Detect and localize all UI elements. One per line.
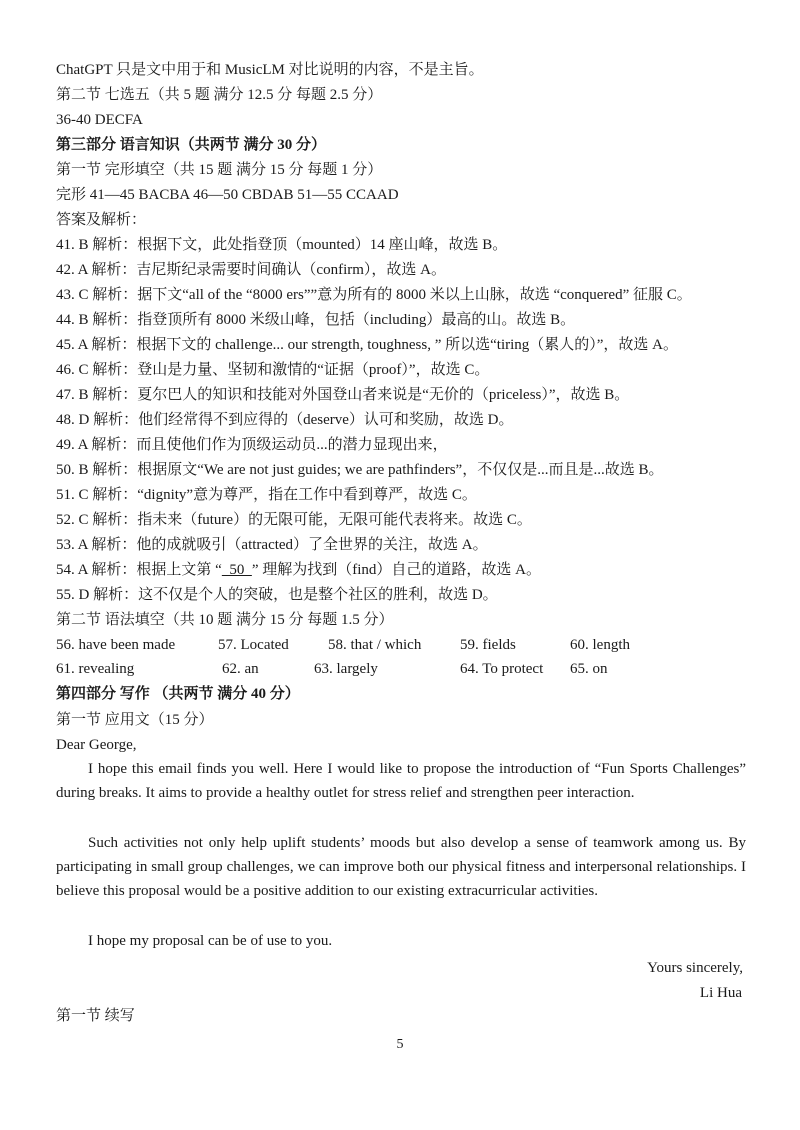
explanation-53: 53. A 解析：他的成就吸引（attracted）了全世界的关注，故选 A。 — [56, 537, 488, 553]
explanation-51: 51. C 解析：“dignity”意为尊严，指在工作中看到尊严，故选 C。 — [56, 487, 477, 503]
explanation-54-prefix: 54. A 解析：根据上文第 “ — [56, 562, 222, 578]
explanation-52: 52. C 解析：指未来（future）的无限可能，无限可能代表将来。故选 C。 — [56, 512, 532, 528]
explanation-54-suffix: ” 理解为找到（find）自己的道路，故选 A。 — [251, 562, 541, 578]
explanation-43: 43. C 解析：据下文“all of the “8000 ers””意为所有的 8000 米以上山脉，故选 “conquered” 征服 C。 — [56, 287, 692, 303]
part-three-heading: 第三部分 语言知识（共两节 满分 30 分） — [56, 137, 327, 153]
section-heading-grammar: 第二节 语法填空（共 10 题 满分 15 分 每题 1.5 分） — [56, 612, 394, 628]
explanation-47: 47. B 解析：夏尔巴人的知识和技能对外国登山者来说是“无价的（priceless）”，故选 B。 — [56, 387, 630, 403]
grammar-answer: 60. length — [570, 637, 630, 653]
letter-signature: Li Hua — [699, 985, 742, 1001]
explanation-46: 46. C 解析：登山是力量、坚韧和激情的“证据（proof）”，故选 C。 — [56, 362, 490, 378]
part-four-heading: 第四部分 写作 （共两节 满分 40 分） — [56, 686, 300, 702]
letter-paragraph-2: Such activities not only help uplift students’ moods but also develop a sense of teamwork among us. By participating in small group challenges, we can improve both our physical fitness and interpersonal relationships. I believe this proposal would be a positive addition to our existing extracurricular activities. — [56, 835, 746, 899]
section-heading-seven-choose-five: 第二节 七选五（共 5 题 满分 12.5 分 每题 2.5 分） — [56, 87, 383, 103]
explanation-41: 41. B 解析：根据下文，此处指登顶（mounted）14 座山峰，故选 B。 — [56, 237, 508, 253]
letter-paragraph-1: I hope this email finds you well. Here I would like to propose the introduction of “Fun Sports Challenges” during breaks. It aims to provide a healthy outlet for stress relief and strengthen peer interaction. — [56, 761, 746, 801]
grammar-answer: 65. on — [570, 661, 608, 677]
explanation-45: 45. A 解析：根据下文的 challenge... our strength, toughness, ” 所以选“tiring（累人的）”，故选 A。 — [56, 337, 679, 353]
explanation-50: 50. B 解析：根据原文“We are not just guides; we are pathfinders”，不仅仅是...而且是...故选 B。 — [56, 462, 664, 478]
letter-greeting: Dear George, — [56, 737, 137, 753]
section-heading-practical-writing: 第一节 应用文（15 分） — [56, 712, 214, 728]
answers-explanation-label: 答案及解析： — [56, 212, 147, 228]
paragraph-number-50: 50 — [221, 562, 252, 578]
summary-note: ChatGPT 只是文中用于和 MusicLM 对比说明的内容，不是主旨。 — [56, 62, 484, 78]
section-heading-continuation-writing: 第一节 续写 — [56, 1008, 135, 1024]
explanation-48: 48. D 解析：他们经常得不到应得的（deserve）认可和奖励，故选 D。 — [56, 412, 514, 428]
grammar-answer: 64. To protect — [460, 661, 544, 677]
grammar-answer: 63. largely — [314, 661, 378, 677]
grammar-answer: 57. Located — [218, 637, 289, 653]
answers-36-40: 36-40 DECFA — [56, 112, 143, 128]
grammar-answer: 59. fields — [460, 637, 516, 653]
letter-paragraph-3: I hope my proposal can be of use to you. — [88, 933, 333, 949]
grammar-answer: 61. revealing — [56, 661, 135, 677]
letter-closing: Yours sincerely, — [647, 960, 743, 976]
explanation-49: 49. A 解析：而且使他们作为顶级运动员...的潜力显现出来， — [56, 437, 448, 453]
grammar-answer: 62. an — [222, 661, 259, 677]
grammar-answer: 56. have been made — [56, 637, 176, 653]
cloze-answers: 完形 41—45 BACBA 46—50 CBDAB 51—55 CCAAD — [56, 187, 399, 203]
page-number: 5 — [396, 1037, 404, 1052]
section-heading-cloze: 第一节 完形填空（共 15 题 满分 15 分 每题 1 分） — [56, 162, 383, 178]
explanation-54 — [56, 560, 541, 580]
explanation-44: 44. B 解析：指登顶所有 8000 米级山峰，包括（including）最高的山。故选 B。 — [56, 312, 576, 328]
explanation-42: 42. A 解析：吉尼斯纪录需要时间确认（confirm），故选 A。 — [56, 262, 446, 278]
grammar-answer: 58. that / which — [328, 637, 422, 653]
explanation-55: 55. D 解析：这不仅是个人的突破，也是整个社区的胜利，故选 D。 — [56, 587, 498, 603]
